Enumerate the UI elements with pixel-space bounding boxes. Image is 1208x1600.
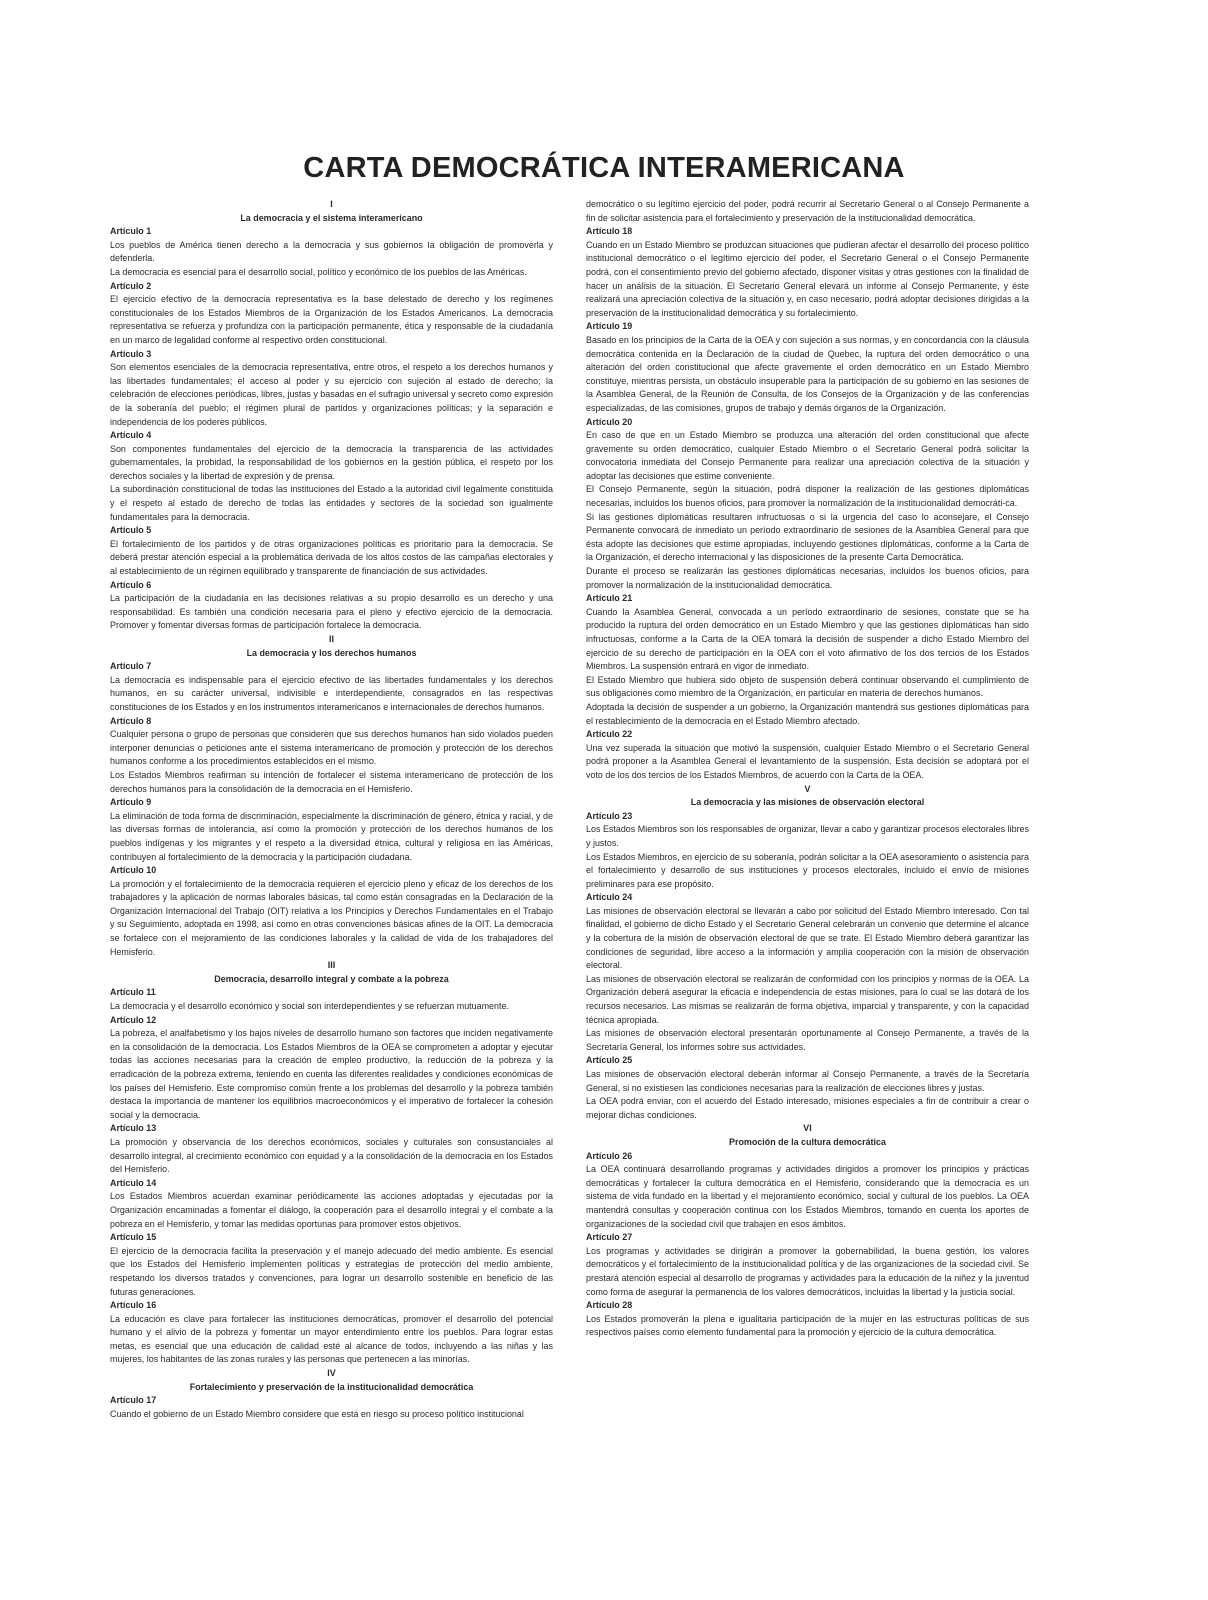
paragraph: En caso de que en un Estado Miembro se produzca una alteración del orden constitucional que afecte gravemente su orden democrático, cualquier Estado Miembro o el Secretario General podrá solicitar la convocatoria inmediata del Consejo Permanente para realizar una apreciación colectiva de la situación y adoptar las decisiones que estime conveniente. <box>586 430 1029 481</box>
paragraph: Los Estados Miembros son los responsables de organizar, llevar a cabo y garantizar procesos electorales libres y justos. <box>586 824 1029 848</box>
article-heading: Artículo 7 <box>110 661 152 672</box>
paragraph: La democracia es indispensable para el ejercicio efectivo de las libertades fundamentales y los derechos humanos, en su carácter universal, indivisible e interdependiente, consagrados en las respectivas constituciones de los Estados y en los instrumentos interamericanos e internacionales de derechos humanos. <box>110 674 553 712</box>
article-heading: Artículo 17 <box>110 1395 157 1406</box>
article-heading: Artículo 8 <box>110 715 152 726</box>
text-column-left <box>110 198 553 1443</box>
section-number: I <box>330 199 333 209</box>
section-title: Promoción de la cultura democrática <box>729 1136 886 1147</box>
article-heading: Artículo 2 <box>110 280 152 291</box>
paragraph: Los Estados Miembros, en ejercicio de su soberanía, podrán solicitar a la OEA asesoramiento o asistencia para el fortalecimiento y desarrollo de sus instituciones y procesos electorales, incluido el envío de misiones preliminares para ese propósito. <box>586 851 1029 889</box>
section-title: La democracia y el sistema interamericano <box>240 212 423 223</box>
section-number: VI <box>803 1123 812 1134</box>
section-title: Fortalecimiento y preservación de la institucionalidad democrática <box>189 1381 474 1392</box>
paragraph: La participación de la ciudadanía en las decisiones relativas a su propio desarrollo es un derecho y una responsabilidad. Es también una condición necesaria para el pleno y efectivo ejercicio de la democracia. Promover y fomentar diversas formas de participación fortalece la democracia. <box>110 593 553 631</box>
article-heading: Artículo 4 <box>110 430 152 441</box>
document-title: CARTA DEMOCRÁTICA INTERAMERICANA <box>303 152 905 184</box>
paragraph: La OEA continuará desarrollando programas y actividades dirigidos a promover los principios y prácticas democráticas y fortalecer la cultura democrática en el Hemisferio, considerando que la democracia es un sistema de vida fundado en la libertad y el mejoramiento económico, social y cultural de los pueblos. La OEA mantendrá consultas y cooperación continua con los Estados Miembros, tomando en cuenta los aportes de organizaciones de la sociedad civil que trabajen en esos ámbitos. <box>586 1164 1029 1229</box>
article-heading: Artículo 22 <box>586 729 633 740</box>
section-number: III <box>327 960 336 971</box>
paragraph: Son componentes fundamentales del ejercicio de la democracia la transparencia de las actividades gubernamentales, la probidad, la responsabilidad de los gobiernos en la gestión pública, el respeto por los derechos sociales y la libertad de expresión y de prensa. <box>110 443 553 481</box>
article-heading: Artículo 26 <box>586 1150 633 1161</box>
paragraph: democrático o su legítimo ejercicio del poder, podrá recurrir al Secretario General o al Consejo Permanente a fin de solicitar asistencia para el fortalecimiento y preservación de la institucionalidad democrática. <box>586 199 1029 223</box>
paragraph: Los pueblos de América tienen derecho a la democracia y sus gobiernos la obligación de promoverla y defenderla. <box>110 239 553 264</box>
article-heading: Artículo 27 <box>586 1232 633 1243</box>
paragraph: Si las gestiones diplomáticas resultaren infructuosas o si la urgencia del caso lo aconsejare, el Consejo Permanente convocará de inmediato un período extraordinario de sesiones de la Asamblea General para que ésta adopte las decisiones que estime apropiadas, incluyendo gestiones diplomáticas, conforme a la Carta de la Organización, el derecho internacional y las disposiciones de la presente Carta Democrática. <box>586 511 1029 563</box>
paragraph: La subordinación constitucional de todas las instituciones del Estado a la autoridad civil legalmente constituida y el respeto al estado de derecho de todas las entidades y sectores de la sociedad son igualmente fundamentales para la democracia. <box>110 484 553 522</box>
article-heading: Artículo 13 <box>110 1123 157 1134</box>
article-heading: Artículo 25 <box>586 1055 633 1066</box>
paragraph: Las misiones de observación electoral se realizarán de conformidad con los principios y normas de la OEA. La Organización deberá asegurar la eficacia e independencia de estas misiones, para lo cual se las dotará de los recursos necesarios. Las mismas se realizarán de forma objetiva, imparcial y transparente, y con la capacidad técnica apropiada. <box>586 973 1029 1025</box>
paragraph: La educación es clave para fortalecer las instituciones democráticas, promover el desarrollo del potencial humano y el alivio de la pobreza y fomentar un mayor entendimiento entre los pueblos. Para lograr estas metas, es esencial que una educación de calidad esté al alcance de todos, incluyendo a las niñas y las mujeres, los habitantes de las zonas rurales y las personas que pertenecen a las minorías. <box>110 1313 553 1365</box>
article-heading: Artículo 20 <box>586 416 633 427</box>
paragraph: Cuando la Asamblea General, convocada a un período extraordinario de sesiones, constate que se ha producido la ruptura del orden democrático en un Estado Miembro y que las gestiones diplomáticas han sido infructuosas, conforme a la Carta de la OEA tomará la decisión de suspender a dicho Estado Miembro del ejercicio de su derecho de participación en la OEA con el voto afirmativo de los dos tercios de los Estados Miembros. La suspensión entrará en vigor de inmediato. <box>586 606 1029 672</box>
paragraph: Los Estados Miembros acuerdan examinar periódicamente las acciones adoptadas y ejecutadas por la Organización encaminadas a fomentar el diálogo, la cooperación para el desarrollo integral y el combate a la pobreza en el Hemisferio, y tomar las medidas oportunas para promover estos objetivos. <box>110 1191 553 1229</box>
paragraph: El Estado Miembro que hubiera sido objeto de suspensión deberá continuar observando el cumplimiento de sus obligaciones como miembro de la Organización, en particular en materia de derechos humanos. <box>586 674 1029 699</box>
paragraph: Son elementos esenciales de la democracia representativa, entre otros, el respeto a los derechos humanos y las libertades fundamentales; el acceso al poder y su ejercicio con sujeción al estado de derecho; la celebración de elecciones periódicas, libres, justas y basadas en el sufragio universal y secreto como expresión de la soberanía del pueblo; el régimen plural de partidos y organizaciones políticas; y la separación e independencia de los poderes públicos. <box>110 362 553 427</box>
article-heading: Artículo 6 <box>110 579 152 590</box>
paragraph: La democracia es esencial para el desarrollo social, político y económico de los pueblos de las Américas. <box>110 266 527 277</box>
paragraph: Las misiones de observación electoral presentarán oportunamente al Consejo Permanente, a través de la Secretaría General, los informes sobre sus actividades. <box>586 1028 1029 1052</box>
article-heading: Artículo 3 <box>110 348 152 359</box>
paragraph: La democracia y el desarrollo económico y social son interdependientes y se refuerzan mutuamente. <box>110 1001 509 1012</box>
text-column-right <box>586 198 1029 1443</box>
paragraph: Cuando el gobierno de un Estado Miembro considere que está en riesgo su proceso político institucional <box>110 1408 524 1419</box>
paragraph: Los programas y actividades se dirigirán a promover la gobernabilidad, la buena gestión, los valores democráticos y el fortalecimiento de la institucionalidad política y de las organizaciones de la sociedad civil. Se prestará atención especial al desarrollo de programas y actividades para la educación de la niñez y la juventud como forma de asegurar la permanencia de los valores democráticos, incluidas la libertad y la justicia social. <box>586 1245 1029 1297</box>
paragraph: Las misiones de observación electoral se llevarán a cabo por solicitud del Estado Miembro interesado. Con tal finalidad, el gobierno de dicho Estado y el Secretario General celebrarán un convenio que determine el alcance y la cobertura de la misión de observación electoral de que se trate. El Estado Miembro deberá garantizar las condiciones de seguridad, libre acceso a la información y amplia cooperación con la misión de observación electoral. <box>586 905 1029 971</box>
paragraph: Basado en los principios de la Carta de la OEA y con sujeción a sus normas, y en concordancia con la cláusula democrática contenida en la Declaración de la ciudad de Quebec, la ruptura del orden democrático o una alteración del orden constitucional que afecte gravemente el orden democrático en un Estado Miembro constituye, mientras persista, un obstáculo insuperable para la participación de su gobierno en las sesiones de la Asamblea General, de la Reunión de Consulta, de los Consejos de la Organización y de las conferencias especializadas, de las comisiones, grupos de trabajo y demás órganos de la Organización. <box>586 334 1029 413</box>
article-heading: Artículo 10 <box>110 865 157 876</box>
article-heading: Artículo 9 <box>110 797 152 808</box>
paragraph: Durante el proceso se realizarán las gestiones diplomáticas necesarias, incluidos los buenos oficios, para promover la normalización de la institucionalidad democrática. <box>586 566 1029 590</box>
article-heading: Artículo 1 <box>110 226 152 237</box>
paragraph: Cuando en un Estado Miembro se produzcan situaciones que pudieran afectar el desarrollo del proceso político institucional democrático o el legítimo ejercicio del poder, el Secretario General o el Consejo Permanente podrá, con el consentimiento previo del gobierno afectado, disponer visitas y otras gestiones con la finalidad de hacer un análisis de la situación. El Secretario General elevará un informe al Consejo Permanente, y éste realizará una apreciación colectiva de la situación y, en caso necesario, podrá adoptar decisiones dirigidas a la preservación de la institucionalidad democrática y su fortalecimiento. <box>586 239 1029 318</box>
article-heading: Artículo 19 <box>586 321 633 332</box>
article-heading: Artículo 28 <box>586 1300 633 1311</box>
paragraph: Adoptada la decisión de suspender a un gobierno, la Organización mantendrá sus gestiones diplomáticas para el restablecimiento de la democracia en el Estado Miembro afectado. <box>586 701 1029 726</box>
paragraph: El ejercicio de la democracia facilita la preservación y el manejo adecuado del medio ambiente. Es esencial que los Estados del Hemisferio implementen políticas y estrategias de protección del medio ambiente, respetando los diversos tratados y convenciones, para lograr un desarrollo sostenible en beneficio de las futuras generaciones. <box>110 1245 553 1297</box>
paragraph: La promoción y observancia de los derechos económicos, sociales y culturales son consustanciales al desarrollo integral, al crecimiento económico con equidad y a la consolidación de la democracia en los Estados del Hemisferio. <box>110 1136 553 1175</box>
section-number: V <box>804 783 811 794</box>
section-title: Democracia, desarrollo integral y combate a la pobreza <box>214 973 449 984</box>
section-number: II <box>329 634 334 644</box>
paragraph: Una vez superada la situación que motivó la suspensión, cualquier Estado Miembro o el Secretario General podrá proponer a la Asamblea General el levantamiento de la suspensión. Esta decisión se adoptará por el voto de los dos tercios de los Estados Miembros, de acuerdo con la Carta de la OEA. <box>586 742 1029 780</box>
section-title: La democracia y los derechos humanos <box>246 647 417 658</box>
paragraph: El fortalecimiento de los partidos y de otras organizaciones políticas es prioritario para la democracia. Se deberá prestar atención especial a la problemática derivada de los altos costos de las campañas electorales y al establecimiento de un régimen equilibrado y transparente de financiación de sus actividades. <box>110 538 553 577</box>
section-number: IV <box>327 1368 336 1379</box>
article-heading: Artículo 21 <box>586 593 633 604</box>
article-heading: Artículo 23 <box>586 810 633 821</box>
article-heading: Artículo 15 <box>110 1232 157 1243</box>
paragraph: Las misiones de observación electoral deberán informar al Consejo Permanente, a través de la Secretaría General, si no existiesen las condiciones necesarias para la realización de elecciones libres y justas. <box>586 1069 1029 1093</box>
article-heading: Artículo 12 <box>110 1014 157 1025</box>
paragraph: El ejercicio efectivo de la democracia representativa es la base delestado de derecho y los regímenes constitucionales de los Estados Miembros de la Organización de los Estados Americanos. La democracia representativa se refuerza y profundiza con la participación permanente, ética y responsable de la ciudadanía en un marco de legalidad conforme al respectivo orden constitucional. <box>110 294 553 345</box>
section-title: La democracia y las misiones de observación electoral <box>690 797 925 808</box>
paragraph: Los Estados Miembros reafirman su intención de fortalecer el sistema interamericano de protección de los derechos humanos para la consolidación de la democracia en el Hemisferio. <box>110 769 553 794</box>
article-heading: Artículo 18 <box>586 226 633 237</box>
paragraph: El Consejo Permanente, según la situación, podrá disponer la realización de las gestiones diplomáticas necesarias, incluidos los buenos oficios, para promover la normalización de la institucionalidad democráti-ca. <box>586 484 1029 509</box>
paragraph: La promoción y el fortalecimiento de la democracia requieren el ejercicio pleno y eficaz de los derechos de los trabajadores y la aplicación de normas laborales básicas, tal como están consagradas en la Declaración de la Organización Internacional del Trabajo (OIT) relativa a los Principios y Derechos Fundamentales en el Trabajo y su Seguimiento, adoptada en 1998, así como en otras convenciones básicas afines de la OIT. La democracia se fortalece con el mejoramiento de las condiciones laborales y la calidad de vida de los trabajadores del Hemisferio. <box>110 878 553 957</box>
paragraph: Cualquier persona o grupo de personas que consideren que sus derechos humanos han sido violados pueden interponer denuncias o peticiones ante el sistema interamericano de promoción y protección de los derechos humanos conforme a los procedimientos establecidos en el mismo. <box>110 729 553 767</box>
article-heading: Artículo 24 <box>586 892 633 903</box>
paragraph: La eliminación de toda forma de discriminación, especialmente la discriminación de género, étnica y racial, y de las diversas formas de intolerancia, así como la promoción y protección de los derechos humanos de los pueblos indígenas y los migrantes y el respeto a la diversidad étnica, cultural y religiosa en las Américas, contribuyen al fortalecimiento de la democracia y la participación ciudadana. <box>110 810 553 862</box>
paragraph: La OEA podrá enviar, con el acuerdo del Estado interesado, misiones especiales a fin de contribuir a crear o mejorar dichas condiciones. <box>586 1096 1029 1120</box>
paragraph: Los Estados promoverán la plena e igualitaria participación de la mujer en las estructuras políticas de sus respectivos países como elemento fundamental para la promoción y ejercicio de la cultura democrática. <box>586 1313 1029 1338</box>
article-heading: Artículo 5 <box>110 525 152 536</box>
article-heading: Artículo 11 <box>110 987 156 998</box>
paragraph: La pobreza, el analfabetismo y los bajos niveles de desarrollo humano son factores que inciden negativamente en la consolidación de la democracia. Los Estados Miembros de la OEA se comprometen a adoptar y ejecutar todas las acciones necesarias para la creación de empleo productivo, la reducción de la pobreza y la erradicación de la pobreza extrema, teniendo en cuenta las diferentes realidades y condiciones económicas de los países del Hemisferio. Este compromiso común frente a los problemas del desarrollo y la pobreza también destaca la importancia de mantener los equilibrios macroeconómicos y el imperativo de fortalecer la cohesión social y la democracia. <box>110 1028 553 1120</box>
article-heading: Artículo 14 <box>110 1177 157 1188</box>
article-heading: Artículo 16 <box>110 1300 157 1311</box>
